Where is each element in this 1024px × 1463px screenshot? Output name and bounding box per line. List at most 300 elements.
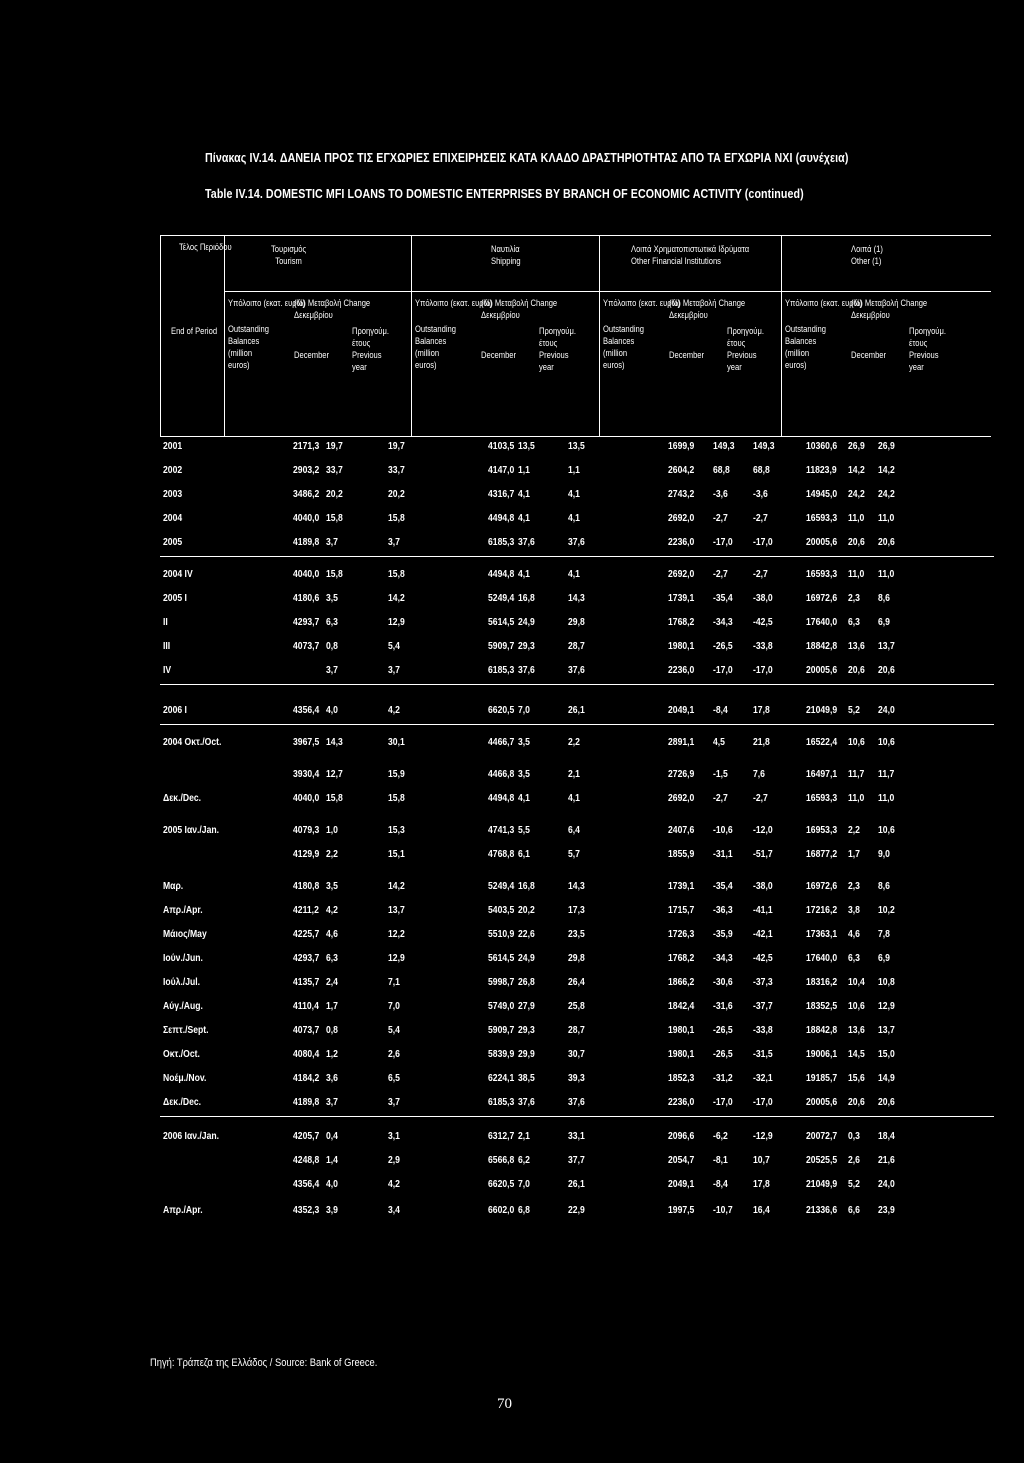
table-cell: 3,6 xyxy=(326,1072,338,1084)
table-cell: 4,5 xyxy=(713,736,725,748)
table-cell: 2692,0 xyxy=(668,792,695,804)
table-cell: 2236,0 xyxy=(668,536,695,548)
table-cell: 7,1 xyxy=(388,976,400,988)
table-cell: 3,7 xyxy=(388,536,400,548)
table-cell: -33,8 xyxy=(753,640,773,652)
row-label: Ιούλ./Jul. xyxy=(163,976,201,988)
table-cell: 0,4 xyxy=(326,1130,338,1142)
table-cell: 26,1 xyxy=(568,704,585,716)
table-cell: 20,6 xyxy=(848,536,865,548)
table-cell: 3,7 xyxy=(388,1096,400,1108)
table-cell: 10,4 xyxy=(848,976,865,988)
table-cell: 4316,7 xyxy=(488,488,515,500)
table-cell: 24,0 xyxy=(878,704,895,716)
table-cell: 37,6 xyxy=(568,1096,585,1108)
table-cell: 5749,0 xyxy=(488,1000,515,1012)
table-cell: 5,4 xyxy=(388,1024,400,1036)
table-cell: 6185,3 xyxy=(488,536,515,548)
table-cell: -8,1 xyxy=(713,1154,728,1166)
table-cell: 6,9 xyxy=(878,616,890,628)
table-cell: 30,7 xyxy=(568,1048,585,1060)
subheader-previous-year: Προηγούμ. έτους Previous year xyxy=(539,326,576,373)
row-label: Απρ./Apr. xyxy=(163,904,203,916)
row-label: Οκτ./Oct. xyxy=(163,1048,200,1060)
table-cell: 6602,0 xyxy=(488,1204,515,1216)
table-cell: 16,4 xyxy=(753,1204,770,1216)
row-separator xyxy=(160,724,994,725)
table-cell: 14945,0 xyxy=(806,488,838,500)
table-cell: 1,4 xyxy=(326,1154,338,1166)
table-cell: 5249,4 xyxy=(488,592,515,604)
table-cell: 2604,2 xyxy=(668,464,695,476)
table-cell: -2,7 xyxy=(753,792,768,804)
table-cell: 5249,4 xyxy=(488,880,515,892)
table-cell: 1739,1 xyxy=(668,592,695,604)
table-cell: 26,9 xyxy=(848,440,865,452)
table-cell: 7,0 xyxy=(388,1000,400,1012)
table-cell: 20,6 xyxy=(878,664,895,676)
table-cell: -31,6 xyxy=(713,1000,733,1012)
table-cell: 1,2 xyxy=(326,1048,338,1060)
table-cell: -12,0 xyxy=(753,824,773,836)
table-cell: 5909,7 xyxy=(488,640,515,652)
table-cell: 2049,1 xyxy=(668,1178,695,1190)
table-cell: 10,6 xyxy=(878,736,895,748)
table-cell: 25,8 xyxy=(568,1000,585,1012)
table-cell: 4,1 xyxy=(568,512,580,524)
table-cell: 28,7 xyxy=(568,1024,585,1036)
table-cell: 3,7 xyxy=(326,536,338,548)
table-cell: -42,5 xyxy=(753,952,773,964)
table-cell: 3,8 xyxy=(848,904,860,916)
table-cell: 4079,3 xyxy=(293,824,320,836)
table-cell: 15,1 xyxy=(388,848,405,860)
table-cell: 15,8 xyxy=(326,512,343,524)
row-label: III xyxy=(163,640,171,652)
table-cell: -26,5 xyxy=(713,1048,733,1060)
table-cell: 4768,8 xyxy=(488,848,515,860)
table-cell: 3486,2 xyxy=(293,488,320,500)
table-cell: 4,1 xyxy=(568,568,580,580)
table-cell: 4352,3 xyxy=(293,1204,320,1216)
table-cell: -34,3 xyxy=(713,952,733,964)
table-cell: -26,5 xyxy=(713,1024,733,1036)
row-label: 2004 xyxy=(163,512,183,524)
table-cell: 3,7 xyxy=(326,1096,338,1108)
table-cell: 6,3 xyxy=(326,616,338,628)
row-label: 2004 Οκτ./Oct. xyxy=(163,736,222,748)
table-cell: 16522,4 xyxy=(806,736,838,748)
table-cell: -41,1 xyxy=(753,904,773,916)
table-cell: 4,0 xyxy=(326,704,338,716)
table-cell: 4466,7 xyxy=(488,736,515,748)
table-cell: 2,2 xyxy=(326,848,338,860)
row-label: Απρ./Apr. xyxy=(163,1204,203,1216)
table-cell: -35,4 xyxy=(713,592,733,604)
table-cell: 6,6 xyxy=(848,1204,860,1216)
table-cell: 2891,1 xyxy=(668,736,695,748)
table-cell: 24,2 xyxy=(848,488,865,500)
table-cell: 11,0 xyxy=(878,512,895,524)
subheader-balance: Υπόλοιπο (εκατ. ευρώ) Outstanding Balances (million euros) xyxy=(228,298,306,371)
table-cell: 0,8 xyxy=(326,1024,338,1036)
table-cell: 5,4 xyxy=(388,640,400,652)
table-cell: 21336,6 xyxy=(806,1204,838,1216)
table-cell: -2,7 xyxy=(713,512,728,524)
table-cell: 5839,9 xyxy=(488,1048,515,1060)
table-cell: 37,6 xyxy=(518,1096,535,1108)
table-cell: 1739,1 xyxy=(668,880,695,892)
table-cell: 5403,5 xyxy=(488,904,515,916)
table-cell: 68,8 xyxy=(713,464,730,476)
table-cell: 4,2 xyxy=(388,1178,400,1190)
table-cell: 2054,7 xyxy=(668,1154,695,1166)
table-cell: 29,8 xyxy=(568,952,585,964)
table-cell: 1768,2 xyxy=(668,952,695,964)
row-label: 2002 xyxy=(163,464,183,476)
table-cell: -10,7 xyxy=(713,1204,733,1216)
table-cell: 6,3 xyxy=(848,952,860,964)
table-cell: 20,6 xyxy=(878,1096,895,1108)
table-cell: 1,0 xyxy=(326,824,338,836)
table-cell: 20005,6 xyxy=(806,1096,838,1108)
row-separator xyxy=(160,1116,994,1117)
table-cell: 4494,8 xyxy=(488,512,515,524)
table-cell: 4073,7 xyxy=(293,640,320,652)
table-cell: -2,7 xyxy=(713,792,728,804)
subheader-change: (%) Μεταβολή Change Δεκεμβρίου December xyxy=(481,298,558,361)
table-cell: 17640,0 xyxy=(806,616,838,628)
group-header-other: Λοιπά (1) Other (1) xyxy=(851,244,883,267)
table-cell: 4741,3 xyxy=(488,824,515,836)
table-cell: 4,2 xyxy=(388,704,400,716)
table-cell: -36,3 xyxy=(713,904,733,916)
table-cell: 2726,9 xyxy=(668,768,695,780)
table-cell: 33,1 xyxy=(568,1130,585,1142)
table-cell: -8,4 xyxy=(713,704,728,716)
table-cell: -3,6 xyxy=(713,488,728,500)
table-cell: 4,1 xyxy=(568,792,580,804)
table-cell: -37,3 xyxy=(753,976,773,988)
table-cell: -31,1 xyxy=(713,848,733,860)
table-cell: 22,9 xyxy=(568,1204,585,1216)
table-cell: 7,8 xyxy=(878,928,890,940)
table-cell: 15,9 xyxy=(388,768,405,780)
period-header-greek: Τέλος Περιόδου xyxy=(179,242,232,253)
table-cell: -42,5 xyxy=(753,616,773,628)
table-cell: 6,5 xyxy=(388,1072,400,1084)
table-cell: 33,7 xyxy=(326,464,343,476)
table-cell: 5,5 xyxy=(518,824,530,836)
table-cell: 12,9 xyxy=(388,616,405,628)
table-cell: 5614,5 xyxy=(488,952,515,964)
table-cell: 3,4 xyxy=(388,1204,400,1216)
table-cell: 4147,0 xyxy=(488,464,515,476)
table-cell: 4189,8 xyxy=(293,536,320,548)
table-cell: 14,3 xyxy=(568,880,585,892)
table-cell: 2096,6 xyxy=(668,1130,695,1142)
table-cell: 20,2 xyxy=(388,488,405,500)
table-cell: 2743,2 xyxy=(668,488,695,500)
table-cell: -32,1 xyxy=(753,1072,773,1084)
table-cell: 16953,3 xyxy=(806,824,838,836)
subheader-change: (%) Μεταβολή Change Δεκεμβρίου December xyxy=(669,298,746,361)
table-cell: 16877,2 xyxy=(806,848,838,860)
table-cell: -2,7 xyxy=(713,568,728,580)
table-cell: 17363,1 xyxy=(806,928,838,940)
row-label: Μάιος/May xyxy=(163,928,207,940)
table-cell: 30,1 xyxy=(388,736,405,748)
group-header-tourism: Τουρισμός Tourism xyxy=(271,244,307,267)
table-cell: 24,0 xyxy=(878,1178,895,1190)
table-cell: 23,5 xyxy=(568,928,585,940)
table-cell: 4211,2 xyxy=(293,904,319,916)
table-cell: 14,2 xyxy=(388,592,405,604)
table-cell: 4,0 xyxy=(326,1178,338,1190)
table-cell: 14,2 xyxy=(878,464,895,476)
table-cell: 12,2 xyxy=(388,928,405,940)
table-cell: 2,2 xyxy=(568,736,580,748)
table-cell: 7,0 xyxy=(518,1178,530,1190)
table-cell: 24,9 xyxy=(518,616,535,628)
table-cell: 3,5 xyxy=(326,592,338,604)
table-cell: 4,1 xyxy=(518,792,530,804)
table-cell: 4,6 xyxy=(326,928,338,940)
table-cell: 10,6 xyxy=(848,736,865,748)
table-cell: 17,8 xyxy=(753,704,770,716)
table-cell: 1980,1 xyxy=(668,640,695,652)
table-cell: 13,5 xyxy=(568,440,585,452)
table-cell: -38,0 xyxy=(753,880,773,892)
table-cell: 4189,8 xyxy=(293,1096,320,1108)
table-cell: 2236,0 xyxy=(668,1096,695,1108)
table-cell: 13,7 xyxy=(878,640,895,652)
row-label: 2003 xyxy=(163,488,183,500)
table-cell: 4205,7 xyxy=(293,1130,320,1142)
table-cell: 12,9 xyxy=(878,1000,895,1012)
table-cell: 6312,7 xyxy=(488,1130,515,1142)
table-cell: 1997,5 xyxy=(668,1204,695,1216)
row-label: IV xyxy=(163,664,172,676)
table-cell: 4,2 xyxy=(326,904,338,916)
table-cell: 3930,4 xyxy=(293,768,320,780)
row-label: 2004 IV xyxy=(163,568,193,580)
table-cell: 2,4 xyxy=(326,976,338,988)
subheader-change: (%) Μεταβολή Change Δεκεμβρίου December xyxy=(294,298,371,361)
table-cell: 4180,6 xyxy=(293,592,320,604)
table-cell: 16593,3 xyxy=(806,568,838,580)
table-cell: 19006,1 xyxy=(806,1048,838,1060)
table-cell: -1,5 xyxy=(713,768,728,780)
table-cell: 20,6 xyxy=(848,1096,865,1108)
table-cell: 4129,9 xyxy=(293,848,320,860)
source-note: Πηγή: Τράπεζα της Ελλάδος / Source: Bank of Greece. xyxy=(150,1357,378,1369)
table-cell: 18842,8 xyxy=(806,640,838,652)
table-cell: 4,6 xyxy=(848,928,860,940)
table-cell: -34,3 xyxy=(713,616,733,628)
table-cell: 4293,7 xyxy=(293,952,320,964)
table-cell: 23,9 xyxy=(878,1204,895,1216)
table-cell: 14,9 xyxy=(878,1072,895,1084)
table-cell: 10,8 xyxy=(878,976,895,988)
table-cell: -17,0 xyxy=(713,664,733,676)
table-cell: 6,2 xyxy=(518,1154,530,1166)
table-header xyxy=(160,235,991,437)
table-cell: 3967,5 xyxy=(293,736,320,748)
table-cell: 3,5 xyxy=(518,768,530,780)
table-cell: 7,6 xyxy=(753,768,765,780)
table-cell: 4040,0 xyxy=(293,512,320,524)
table-cell: 1699,9 xyxy=(668,440,695,452)
table-cell: 6,1 xyxy=(518,848,530,860)
table-cell: 29,8 xyxy=(568,616,585,628)
table-cell: 11,0 xyxy=(848,792,865,804)
table-cell: 4180,8 xyxy=(293,880,320,892)
table-cell: 13,7 xyxy=(878,1024,895,1036)
table-cell: 2,6 xyxy=(848,1154,860,1166)
table-cell: 37,6 xyxy=(518,664,535,676)
table-cell: 20,2 xyxy=(518,904,535,916)
table-cell: 3,7 xyxy=(326,664,338,676)
table-cell: -30,6 xyxy=(713,976,733,988)
table-cell: 15,3 xyxy=(388,824,405,836)
table-cell: -35,9 xyxy=(713,928,733,940)
table-cell: 4356,4 xyxy=(293,704,320,716)
table-cell: 1980,1 xyxy=(668,1024,695,1036)
table-cell: 21049,9 xyxy=(806,1178,838,1190)
table-cell: 2,2 xyxy=(848,824,860,836)
table-cell: 37,6 xyxy=(518,536,535,548)
table-cell: 6620,5 xyxy=(488,1178,515,1190)
table-cell: 19,7 xyxy=(326,440,343,452)
table-cell: 2903,2 xyxy=(293,464,320,476)
table-cell: 2,1 xyxy=(518,1130,530,1142)
table-cell: 1,1 xyxy=(518,464,530,476)
table-cell: -31,5 xyxy=(753,1048,773,1060)
row-label: 2005 xyxy=(163,536,183,548)
table-cell: 2,3 xyxy=(848,880,860,892)
table-cell: 2,9 xyxy=(388,1154,400,1166)
table-cell: 38,5 xyxy=(518,1072,535,1084)
subheader-balance: Υπόλοιπο (εκατ. ευρώ) Outstanding Balances (million euros) xyxy=(785,298,863,371)
subheader-balance: Υπόλοιπο (εκατ. ευρώ) Outstanding Balances (million euros) xyxy=(415,298,493,371)
table-cell: 15,8 xyxy=(388,512,405,524)
subheader-change: (%) Μεταβολή Change Δεκεμβρίου December xyxy=(851,298,928,361)
table-cell: 14,3 xyxy=(326,736,343,748)
table-cell: -2,7 xyxy=(753,512,768,524)
row-label: 2006 Ιαν./Jan. xyxy=(163,1130,220,1142)
table-cell: 1842,4 xyxy=(668,1000,695,1012)
table-cell: 11,0 xyxy=(848,512,865,524)
table-cell: 4494,8 xyxy=(488,568,515,580)
table-cell: 5614,5 xyxy=(488,616,515,628)
table-cell: 20525,5 xyxy=(806,1154,838,1166)
table-cell: 37,6 xyxy=(568,536,585,548)
table-cell: 26,4 xyxy=(568,976,585,988)
table-cell: -6,2 xyxy=(713,1130,728,1142)
table-cell: 11,0 xyxy=(848,568,865,580)
table-cell: 19185,7 xyxy=(806,1072,838,1084)
table-cell: -10,6 xyxy=(713,824,733,836)
table-cell: 10,6 xyxy=(848,1000,865,1012)
table-cell: 4356,4 xyxy=(293,1178,320,1190)
table-cell: -3,6 xyxy=(753,488,768,500)
table-cell: -17,0 xyxy=(753,1096,773,1108)
table-cell: 149,3 xyxy=(713,440,735,452)
table-cell: 12,9 xyxy=(388,952,405,964)
row-label: 2001 xyxy=(163,440,183,452)
table-cell: 17216,2 xyxy=(806,904,838,916)
table-cell: 5,7 xyxy=(568,848,580,860)
table-cell: -17,0 xyxy=(713,536,733,548)
table-cell: 11823,9 xyxy=(806,464,837,476)
table-cell: 4225,7 xyxy=(293,928,320,940)
table-cell: 16497,1 xyxy=(806,768,838,780)
table-cell: 1,7 xyxy=(848,848,860,860)
table-cell: 68,8 xyxy=(753,464,770,476)
table-cell: 12,7 xyxy=(326,768,343,780)
table-cell: 6620,5 xyxy=(488,704,515,716)
table-cell: 11,7 xyxy=(848,768,865,780)
table-cell: 8,6 xyxy=(878,592,890,604)
table-cell: 20,2 xyxy=(326,488,343,500)
table-cell: 8,6 xyxy=(878,880,890,892)
table-cell: 19,7 xyxy=(388,440,405,452)
row-label: 2005 Ιαν./Jan. xyxy=(163,824,220,836)
row-separator xyxy=(160,684,994,685)
table-cell: 10,6 xyxy=(878,824,895,836)
page-number: 70 xyxy=(497,1396,512,1412)
table-cell: 16593,3 xyxy=(806,512,838,524)
row-separator xyxy=(160,556,994,557)
table-cell: 14,2 xyxy=(388,880,405,892)
table-cell: 0,8 xyxy=(326,640,338,652)
table-cell: 18,4 xyxy=(878,1130,895,1142)
table-cell: 29,9 xyxy=(518,1048,535,1060)
table-cell: 1980,1 xyxy=(668,1048,695,1060)
table-cell: 15,8 xyxy=(388,568,405,580)
table-cell: -17,0 xyxy=(753,536,773,548)
table-cell: 5,2 xyxy=(848,704,860,716)
table-cell: 20005,6 xyxy=(806,536,838,548)
table-cell: 4494,8 xyxy=(488,792,515,804)
table-cell: 15,0 xyxy=(878,1048,895,1060)
table-cell: -17,0 xyxy=(713,1096,733,1108)
table-cell: 17,8 xyxy=(753,1178,770,1190)
row-label: Αύγ./Aug. xyxy=(163,1000,203,1012)
table-cell: 15,8 xyxy=(326,568,343,580)
group-header-shipping: Ναυτιλία Shipping xyxy=(491,244,521,267)
table-cell: 13,7 xyxy=(388,904,405,916)
table-cell: 2171,3 xyxy=(293,440,320,452)
table-cell: 16593,3 xyxy=(806,792,838,804)
table-cell: 20072,7 xyxy=(806,1130,838,1142)
subheader-previous-year: Προηγούμ. έτους Previous year xyxy=(352,326,389,373)
table-cell: 24,2 xyxy=(878,488,895,500)
table-cell: 2,6 xyxy=(388,1048,400,1060)
table-cell: 20005,6 xyxy=(806,664,838,676)
table-cell: 15,6 xyxy=(848,1072,865,1084)
table-cell: 20,6 xyxy=(878,536,895,548)
table-cell: 7,0 xyxy=(518,704,530,716)
table-cell: 13,6 xyxy=(848,1024,865,1036)
table-cell: 27,9 xyxy=(518,1000,535,1012)
table-cell: 15,8 xyxy=(388,792,405,804)
subheader-balance: Υπόλοιπο (εκατ. ευρώ) Outstanding Balances (million euros) xyxy=(603,298,681,371)
subheader-previous-year: Προηγούμ. έτους Previous year xyxy=(909,326,946,373)
table-cell: 13,6 xyxy=(848,640,865,652)
table-cell: 6224,1 xyxy=(488,1072,515,1084)
